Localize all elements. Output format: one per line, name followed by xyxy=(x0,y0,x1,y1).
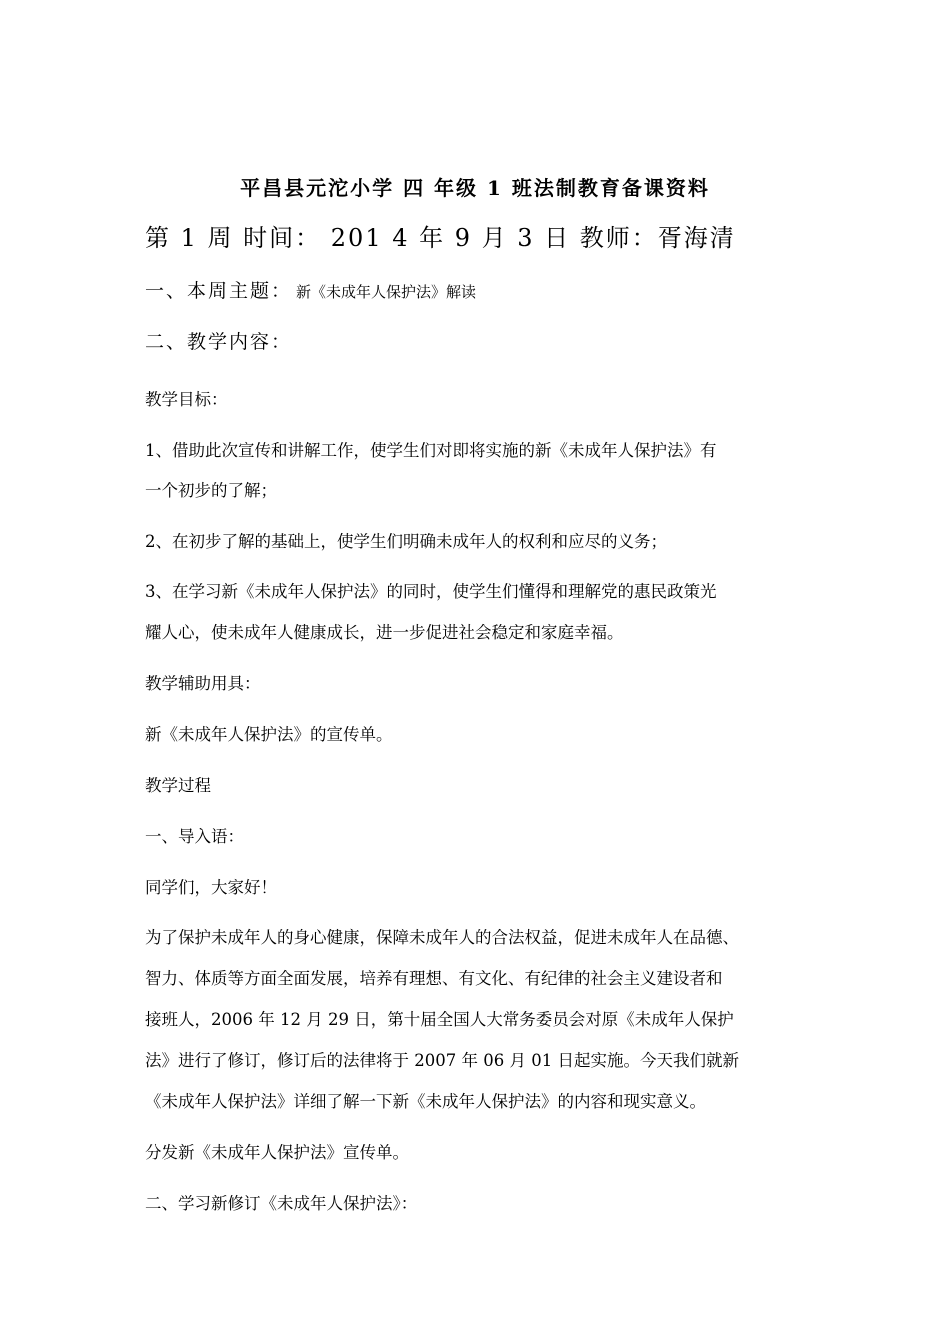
text-line: 3、在学习新《未成年人保护法》的同时，使学生们懂得和理解党的惠民政策光 xyxy=(145,582,717,601)
document-title: 平昌县元沱小学 四 年级 1 班法制教育备课资料 xyxy=(240,176,710,200)
text-line: 智力、体质等方面全面发展，培养有理想、有文化、有纪律的社会主义建设者和 xyxy=(145,969,723,988)
text-line: 二、学习新修订《未成年人保护法》： xyxy=(145,1194,418,1213)
text-line: 同学们，大家好！ xyxy=(145,878,277,897)
week-date-teacher-line: 第 1 周 时间： 201 4 年 9 月 3 日 教师：胥海清 xyxy=(145,224,736,252)
text-line: 2、在初步了解的基础上，使学生们明确未成年人的权利和应尽的义务； xyxy=(145,532,667,551)
section-content-heading: 二、教学内容： xyxy=(145,331,293,353)
text-line: 一、导入语： xyxy=(145,827,244,846)
text-line: 为了保护未成年人的身心健康，保障未成年人的合法权益，促进未成年人在品德、 xyxy=(145,928,739,947)
text-line: 教学目标： xyxy=(145,390,228,409)
text-line: 接班人，2006 年 12 月 29 日，第十届全国人大常务委员会对原《未成年人保护 xyxy=(145,1010,734,1029)
text-line: 教学辅助用具： xyxy=(145,674,261,693)
section-theme-topic: 新《未成年人保护法》解读 xyxy=(296,283,477,301)
text-line: 一个初步的了解； xyxy=(145,481,277,500)
text-line: 法》进行了修订，修订后的法律将于 2007 年 06 月 01 日起实施。今天我们就新 xyxy=(145,1051,739,1070)
text-line: 教学过程 xyxy=(145,776,211,795)
text-line: 耀人心，使未成年人健康成长，进一步促进社会稳定和家庭幸福。 xyxy=(145,623,624,642)
text-line: 1、借助此次宣传和讲解工作，使学生们对即将实施的新《未成年人保护法》有 xyxy=(145,441,717,460)
section-theme-label: 一、本周主题： xyxy=(145,280,293,302)
text-line: 分发新《未成年人保护法》宣传单。 xyxy=(145,1143,409,1162)
text-line: 新《未成年人保护法》的宣传单。 xyxy=(145,725,393,744)
text-line: 《未成年人保护法》详细了解一下新《未成年人保护法》的内容和现实意义。 xyxy=(145,1092,706,1111)
section-theme xyxy=(145,276,476,303)
